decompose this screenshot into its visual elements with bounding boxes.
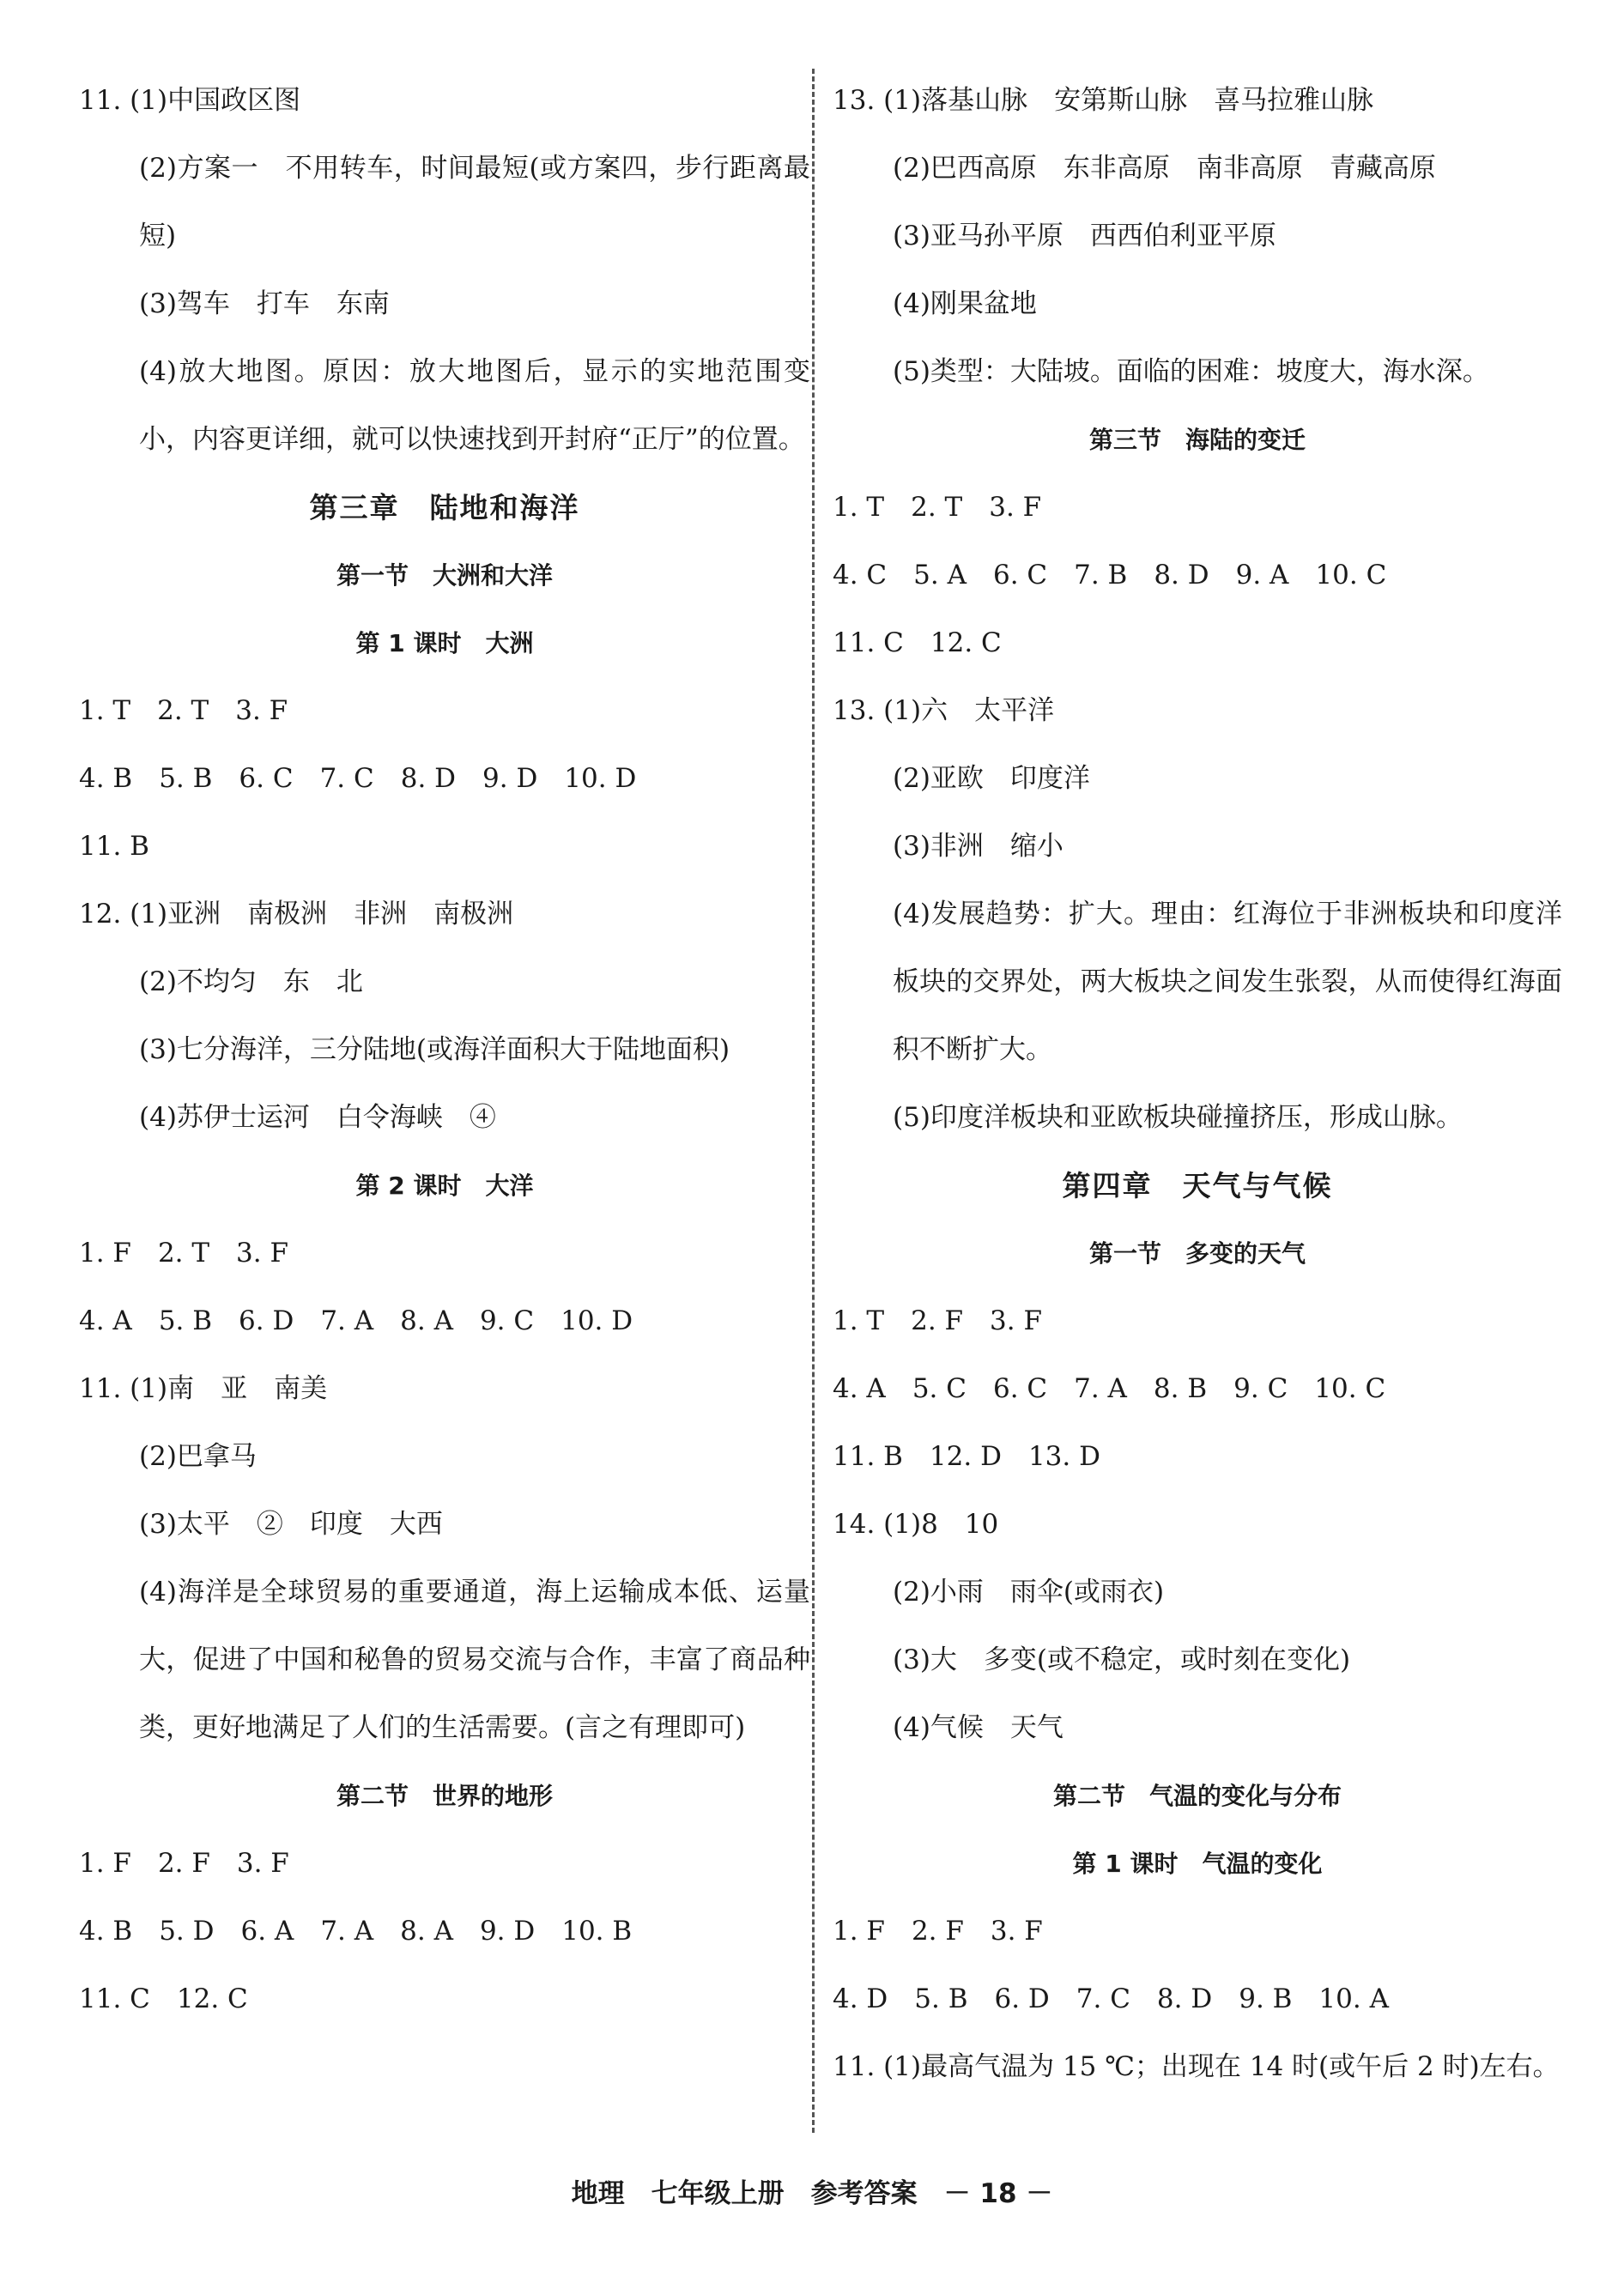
answer-subline: (5)类型：大陆坡。面临的困难：坡度大，海水深。	[893, 356, 1489, 387]
answer-subline: (4)发展趋势：扩大。理由：红海位于非洲板块和印度洋板块的交界处，两大板块之间发生张裂，从而使得红海面积不断扩大。	[893, 899, 1562, 1065]
answer-line: 11. C 12. C	[833, 627, 1002, 658]
answer-subline: (4)放大地图。原因：放大地图后，显示的实地范围变小，内容更详细，就可以快速找到开封府“正厅”的位置。	[139, 356, 810, 455]
answer-subline: (2)不均匀 东 北	[139, 966, 363, 997]
section-heading: 第二节 世界的地形	[336, 1782, 553, 1810]
section-heading: 第 1 课时 气温的变化	[1072, 1850, 1323, 1878]
answer-subline: (2)巴西高原 东非高原 南非高原 青藏高原	[893, 153, 1436, 184]
answer-line: 14. (1)8 10	[833, 1509, 999, 1540]
answer-line: 1. T 2. T 3. F	[833, 492, 1042, 523]
answer-subline: (4)气候 天气	[893, 1712, 1063, 1743]
answer-subline: (3)太平 ② 印度 大西	[139, 1509, 443, 1540]
answer-line: 4. A 5. B 6. D 7. A 8. A 9. C 10. D	[79, 1305, 633, 1336]
left-column	[79, 67, 810, 2033]
answer-subline: (3)驾车 打车 东南	[139, 288, 390, 319]
answer-line: 1. T 2. F 3. F	[833, 1305, 1042, 1336]
answer-subline: (2)巴拿马	[139, 1441, 257, 1472]
answer-line: 1. T 2. T 3. F	[79, 695, 288, 726]
section-heading: 第三节 海陆的变迁	[1088, 426, 1306, 454]
answer-line: 4. B 5. B 6. C 7. C 8. D 9. D 10. D	[79, 763, 637, 794]
answer-line: 12. (1)亚洲 南极洲 非洲 南极洲	[79, 899, 514, 930]
answer-line: 1. F 2. F 3. F	[833, 1916, 1043, 1947]
answer-subline: (5)印度洋板块和亚欧板块碰撞挤压，形成山脉。	[893, 1102, 1463, 1133]
answer-line: 11. B	[79, 831, 149, 862]
answer-line: 11. (1)最高气温为 15 ℃；出现在 14 时(或午后 2 时)左右。	[833, 2051, 1560, 2082]
answer-line: 13. (1)六 太平洋	[833, 695, 1055, 726]
section-heading: 第二节 气温的变化与分布	[1052, 1782, 1342, 1810]
answer-subline: (2)小雨 雨伞(或雨衣)	[893, 1577, 1165, 1608]
answer-subline: (3)非洲 缩小	[893, 831, 1063, 862]
section-heading: 第 1 课时 大洲	[355, 629, 534, 657]
answer-subline: (4)刚果盆地	[893, 288, 1037, 319]
answer-line: 4. B 5. D 6. A 7. A 8. A 9. D 10. B	[79, 1916, 633, 1947]
answer-subline: (2)亚欧 印度洋	[893, 763, 1090, 794]
section-heading: 第一节 大洲和大洋	[336, 561, 553, 590]
answer-line: 4. C 5. A 6. C 7. B 8. D 9. A 10. C	[833, 560, 1387, 590]
section-heading: 第 2 课时 大洋	[355, 1172, 534, 1200]
chapter-heading: 第四章 天气与气候	[1062, 1169, 1333, 1202]
answer-line: 4. D 5. B 6. D 7. C 8. D 9. B 10. A	[833, 1983, 1389, 2014]
section-heading: 第一节 多变的天气	[1088, 1239, 1306, 1268]
right-column	[833, 67, 1562, 2101]
answer-line: 13. (1)落基山脉 安第斯山脉 喜马拉雅山脉	[833, 85, 1374, 116]
answer-subline: (3)大 多变(或不稳定，或时刻在变化)	[893, 1644, 1351, 1675]
answer-subline: (4)苏伊士运河 白令海峡 ④	[139, 1102, 496, 1133]
answer-subline: (3)亚马孙平原 西西伯利亚平原	[893, 221, 1276, 251]
column-divider	[812, 69, 815, 2133]
answer-line: 11. C 12. C	[79, 1983, 248, 2014]
answer-subline: (2)方案一 不用转车，时间最短(或方案四，步行距离最短)	[139, 153, 810, 251]
answer-line: 4. A 5. C 6. C 7. A 8. B 9. C 10. C	[833, 1373, 1386, 1404]
page-footer: 地理 七年级上册 参考答案 － 18 －	[571, 2178, 1053, 2209]
answer-subline: (4)海洋是全球贸易的重要通道，海上运输成本低、运量大，促进了中国和秘鲁的贸易交流与合作，丰富了商品种类，更好地满足了人们的生活需要。(言之有理即可)	[139, 1577, 810, 1743]
answer-subline: (3)七分海洋，三分陆地(或海洋面积大于陆地面积)	[139, 1034, 730, 1065]
answer-line: 11. B 12. D 13. D	[833, 1441, 1100, 1472]
chapter-heading: 第三章 陆地和海洋	[309, 491, 580, 524]
answer-line: 11. (1)中国政区图	[79, 85, 301, 116]
answer-line: 1. F 2. F 3. F	[79, 1848, 289, 1879]
answer-line: 11. (1)南 亚 南美	[79, 1373, 328, 1404]
answer-line: 1. F 2. T 3. F	[79, 1238, 288, 1269]
